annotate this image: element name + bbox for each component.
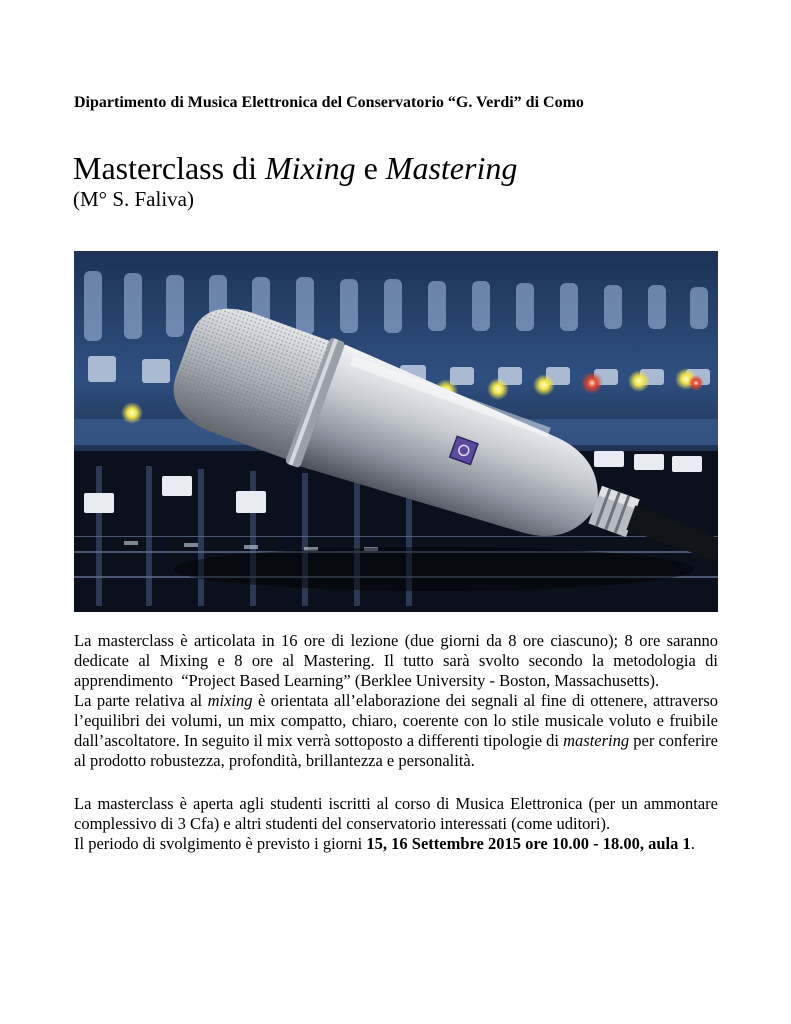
description-text-c: per conferire al prodotto robustezza, profondità, brillantezza e personalità. — [74, 731, 718, 770]
schedule-end: . — [690, 834, 695, 853]
department-heading: Dipartimento di Musica Elettronica del Conservatorio “G. Verdi” di Como — [74, 94, 584, 111]
description-mixing: mixing — [207, 691, 253, 710]
title-text: Masterclass di — [73, 150, 265, 186]
body-text — [74, 631, 718, 854]
paragraph-audience: La masterclass è aperta agli studenti iscritti al corso di Musica Elettronica (per un ammontare complessivo di 3 Cfa) e altri studenti del conservatorio interessati (come uditori). — [74, 794, 718, 833]
paragraph-gap — [74, 771, 718, 794]
title-conjunction: e — [355, 150, 386, 186]
page-title — [73, 150, 733, 186]
title-mixing: Mixing — [264, 150, 356, 186]
description-mastering: mastering — [563, 731, 630, 750]
description-text-a: La parte relativa al — [74, 691, 208, 710]
teacher-name: (M° S. Faliva) — [73, 187, 194, 211]
paragraph-description — [74, 691, 718, 771]
paragraph-schedule — [74, 834, 718, 854]
description-text-b: è orientata all’elaborazione dei segnali al fine di ottenere, attraverso l’equilibri dei volumi, un mix compatto, chiaro, coerente con lo stile musicale voluto e fruibile dall’ascoltatore. In seguito il mix verrà sottoposto a differenti tipologie di — [74, 691, 718, 750]
title-mastering: Mastering — [385, 150, 518, 186]
schedule-dates: 15, 16 Settembre 2015 ore 10.00 - 18.00, aula 1 — [366, 834, 691, 853]
schedule-text: Il periodo di svolgimento è previsto i giorni — [74, 834, 367, 853]
paragraph-intro: La masterclass è articolata in 16 ore di lezione (due giorni da 8 ore ciascuno); 8 ore saranno dedicate al Mixing e 8 ore al Mastering. Il tutto sarà svolto secondo la metodologia di apprendimento “Project Based Learning” (Berklee University - Boston, Massachusetts). — [74, 631, 718, 690]
microphone-photo — [74, 251, 718, 612]
